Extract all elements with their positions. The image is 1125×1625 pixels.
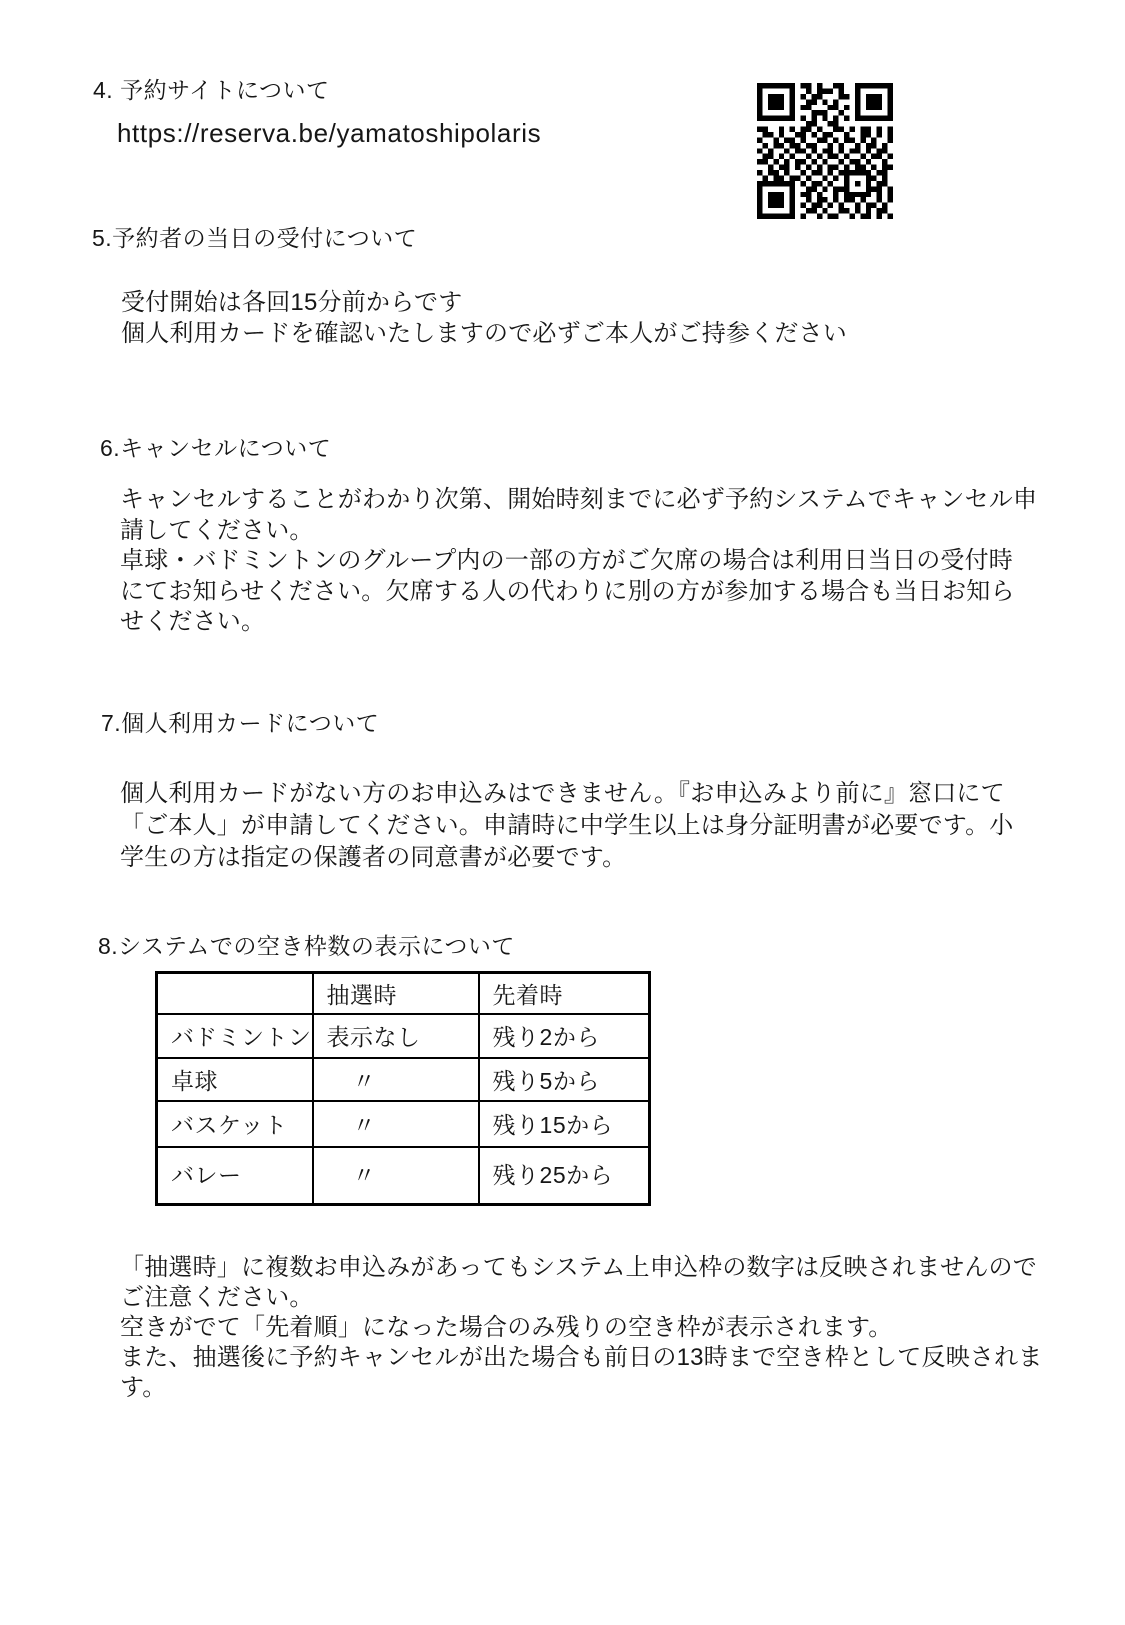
section5-body (121, 287, 847, 349)
sport-cell: バレー (157, 1147, 313, 1205)
section7-line: 学生の方は指定の保護者の同意書が必要です。 (120, 844, 627, 871)
section6-line: 請してください。 (120, 516, 314, 544)
table-row (157, 1058, 650, 1101)
reservation-url: https://reserva.be/yamatoshipolaris (117, 118, 542, 148)
lottery-cell: 表示なし (313, 1014, 479, 1058)
note-line: 空きがでて「先着順」になった場合のみ残りの空き枠が表示されます。 (120, 1314, 893, 1341)
table-row (157, 1014, 650, 1058)
section6-line: せください。 (120, 608, 266, 635)
section5-line: 個人利用カードを確認いたしますので必ずご本人がご持参ください (121, 320, 847, 347)
sport-cell: バドミントン (157, 1014, 313, 1058)
note-line: 「抽選時」に複数お申込みがあってもシステム上申込枠の数字は反映されませんので (120, 1254, 1037, 1281)
section8-heading: 8.システムでの空き枠数の表示について (98, 933, 515, 959)
first-come-cell: 残り15から (479, 1101, 650, 1147)
section6-heading: 6.キャンセルについて (100, 435, 332, 461)
section7-line: 個人利用カードがない方のお申込みはできません。『お申込みより前に』窓口にて (120, 780, 1005, 807)
lottery-cell (313, 1147, 479, 1205)
lottery-cell (313, 1058, 479, 1101)
ditto-mark: 〃 (352, 1067, 377, 1094)
section7-heading: 7.個人利用カードについて (101, 710, 380, 736)
notes-paragraph (120, 1253, 1043, 1403)
ditto-mark: 〃 (352, 1112, 377, 1138)
header-cell-first-come: 先着時 (479, 973, 650, 1014)
note-line: また、抽選後に予約キャンセルが出た場合も前日の13時まで空き枠として反映されま (120, 1344, 1043, 1371)
table-header-row (157, 973, 650, 1014)
first-come-cell: 残り25から (479, 1147, 650, 1205)
section6-line: キャンセルすることがわかり次第、開始時刻までに必ず予約システムでキャンセル申 (120, 486, 1038, 513)
lottery-cell (313, 1101, 479, 1147)
section7-line: 「ご本人」が申請してください。申請時に中学生以上は身分証明書が必要です。小 (120, 812, 1014, 839)
ditto-mark: 〃 (352, 1161, 377, 1188)
section5-heading: 5.予約者の当日の受付について (92, 225, 418, 251)
availability-table (155, 971, 651, 1206)
section5-line: 受付開始は各回15分前からです (121, 289, 463, 316)
section6-line: 卓球・バドミントンのグループ内の一部の方がご欠席の場合は利用日当日の受付時 (120, 547, 1013, 574)
note-line: す。 (120, 1374, 167, 1401)
note-line: ご注意ください。 (120, 1284, 314, 1311)
header-cell-lottery: 抽選時 (313, 973, 479, 1014)
section7-body (120, 778, 1013, 874)
sport-cell: バスケット (157, 1101, 313, 1147)
sport-cell: 卓球 (157, 1058, 313, 1101)
first-come-cell: 残り5から (479, 1058, 650, 1101)
first-come-cell: 残り2から (479, 1014, 650, 1058)
table-row (157, 1147, 650, 1205)
section4-heading: 4. 予約サイトについて (93, 77, 330, 103)
section6-line: にてお知らせください。欠席する人の代わりに別の方が参加する場合も当日お知ら (120, 577, 1015, 605)
qr-code (757, 83, 893, 219)
table-row (157, 1101, 650, 1147)
section6-body (120, 485, 1037, 638)
header-cell-blank (157, 973, 313, 1014)
